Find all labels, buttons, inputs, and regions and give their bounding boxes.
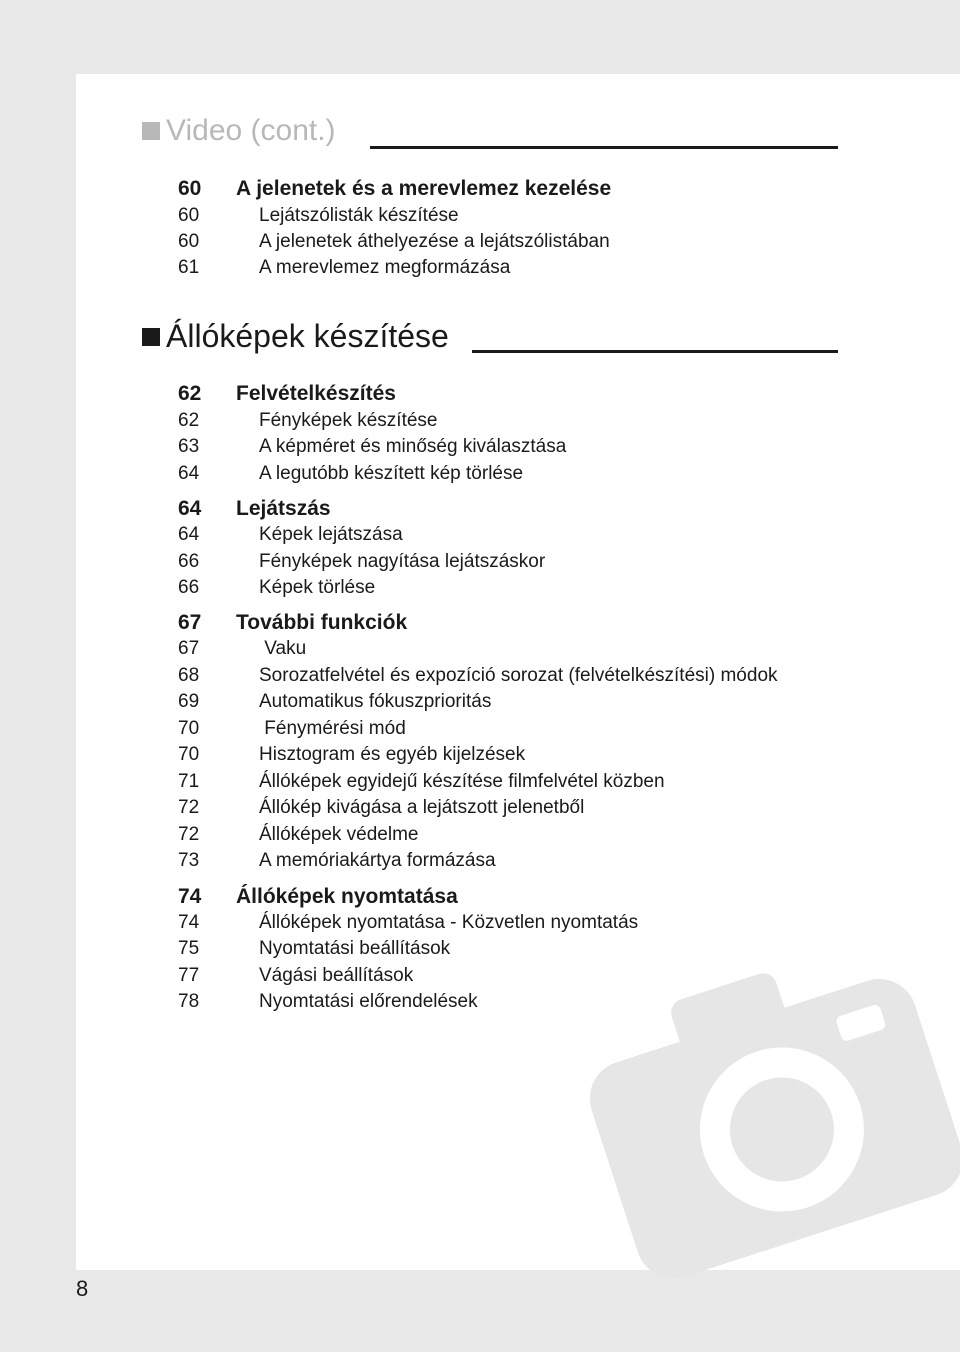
page-ref: 74 [178, 885, 202, 908]
page-ref: 70 [178, 718, 200, 739]
toc-title: Vágási beállítások [259, 965, 414, 986]
toc-group [178, 610, 960, 636]
toc-title: Állóképek nyomtatása - Közvetlen nyomtatás [259, 912, 639, 933]
toc-title: Automatikus fókuszprioritás [259, 691, 492, 712]
toc-item [178, 769, 960, 795]
toc-item [178, 636, 960, 662]
toc-title: Fényképek nagyítása lejátszáskor [259, 551, 546, 572]
toc-item [178, 255, 960, 281]
toc-item [178, 689, 960, 715]
page-ref: 78 [178, 991, 200, 1012]
toc-title: Felvételkészítés [236, 382, 396, 405]
page-ref: 67 [178, 611, 202, 634]
toc-title: Nyomtatási beállítások [259, 938, 451, 959]
page-ref: 70 [178, 744, 200, 765]
square-bullet-icon [142, 122, 160, 140]
toc-item [178, 203, 960, 229]
page-ref: 62 [178, 410, 200, 431]
toc-title: Nyomtatási előrendelések [259, 991, 478, 1012]
toc-title: Hisztogram és egyéb kijelzések [259, 744, 526, 765]
toc-item [178, 575, 960, 601]
page-ref: 74 [178, 912, 200, 933]
page-ref: 64 [178, 497, 202, 520]
heading-rule [472, 350, 838, 353]
page-ref: 66 [178, 551, 200, 572]
section-title: Video (cont.) [166, 114, 336, 147]
toc-title: A jelenetek áthelyezése a lejátszólistában [259, 231, 610, 252]
toc-title: Állókép kivágása a lejátszott jelenetből [259, 797, 585, 818]
toc-title: Képek törlése [259, 577, 376, 598]
page-ref: 73 [178, 850, 200, 871]
section-heading-photos [142, 318, 449, 355]
toc-title: Sorozatfelvétel és expozíció sorozat (felvételkészítési) módok [259, 665, 778, 686]
toc-item [178, 229, 960, 255]
toc-item [178, 989, 960, 1015]
toc-item [178, 742, 960, 768]
toc-title: A képméret és minőség kiválasztása [259, 436, 567, 457]
toc-item [178, 549, 960, 575]
page-ref: 67 [178, 638, 200, 659]
page-ref: 64 [178, 463, 200, 484]
toc-group [178, 176, 960, 202]
toc-item [178, 848, 960, 874]
toc-group [178, 496, 960, 522]
toc-group [178, 884, 960, 910]
section-heading-video [142, 114, 336, 148]
toc-item [178, 822, 960, 848]
toc-title: További funkciók [236, 611, 408, 634]
toc-item [178, 910, 960, 936]
page-ref: 62 [178, 382, 202, 405]
toc-title: A memóriakártya formázása [259, 850, 496, 871]
page-ref: 63 [178, 436, 200, 457]
page-ref: 61 [178, 257, 200, 278]
square-bullet-icon [142, 328, 160, 346]
toc-title: Állóképek egyidejű készítése filmfelvétel közben [259, 771, 665, 792]
page-ref: 64 [178, 524, 200, 545]
page-ref: 68 [178, 665, 200, 686]
page-ref: 66 [178, 577, 200, 598]
toc-title: Állóképek nyomtatása [236, 885, 458, 908]
toc-item [178, 663, 960, 689]
page-ref: 75 [178, 938, 200, 959]
toc-item [178, 716, 960, 742]
page-ref: 60 [178, 231, 200, 252]
page-ref: 71 [178, 771, 200, 792]
section-title: Állóképek készítése [166, 318, 449, 354]
toc-title: Állóképek védelme [259, 824, 419, 845]
toc-group [178, 381, 960, 407]
toc-title: Lejátszás [236, 497, 331, 520]
toc-item [178, 795, 960, 821]
toc-item [178, 522, 960, 548]
toc-item [178, 408, 960, 434]
toc-title: Lejátszólisták készítése [259, 205, 459, 226]
page-ref: 60 [178, 177, 202, 200]
toc-item [178, 936, 960, 962]
toc-title: Fénymérési mód [259, 718, 406, 739]
toc-title: Képek lejátszása [259, 524, 403, 545]
toc-title: Fényképek készítése [259, 410, 438, 431]
toc-item [178, 963, 960, 989]
toc-item [178, 461, 960, 487]
page-ref: 72 [178, 797, 200, 818]
page-ref: 69 [178, 691, 200, 712]
toc-title: A legutóbb készített kép törlése [259, 463, 524, 484]
toc-item [178, 434, 960, 460]
page-ref: 72 [178, 824, 200, 845]
toc-title: Vaku [259, 638, 307, 659]
toc-title: A jelenetek és a merevlemez kezelése [236, 177, 612, 200]
page-number: 8 [76, 1276, 89, 1301]
heading-rule [370, 146, 838, 149]
page-ref: 60 [178, 205, 200, 226]
toc-title: A merevlemez megformázása [259, 257, 511, 278]
page-ref: 77 [178, 965, 200, 986]
